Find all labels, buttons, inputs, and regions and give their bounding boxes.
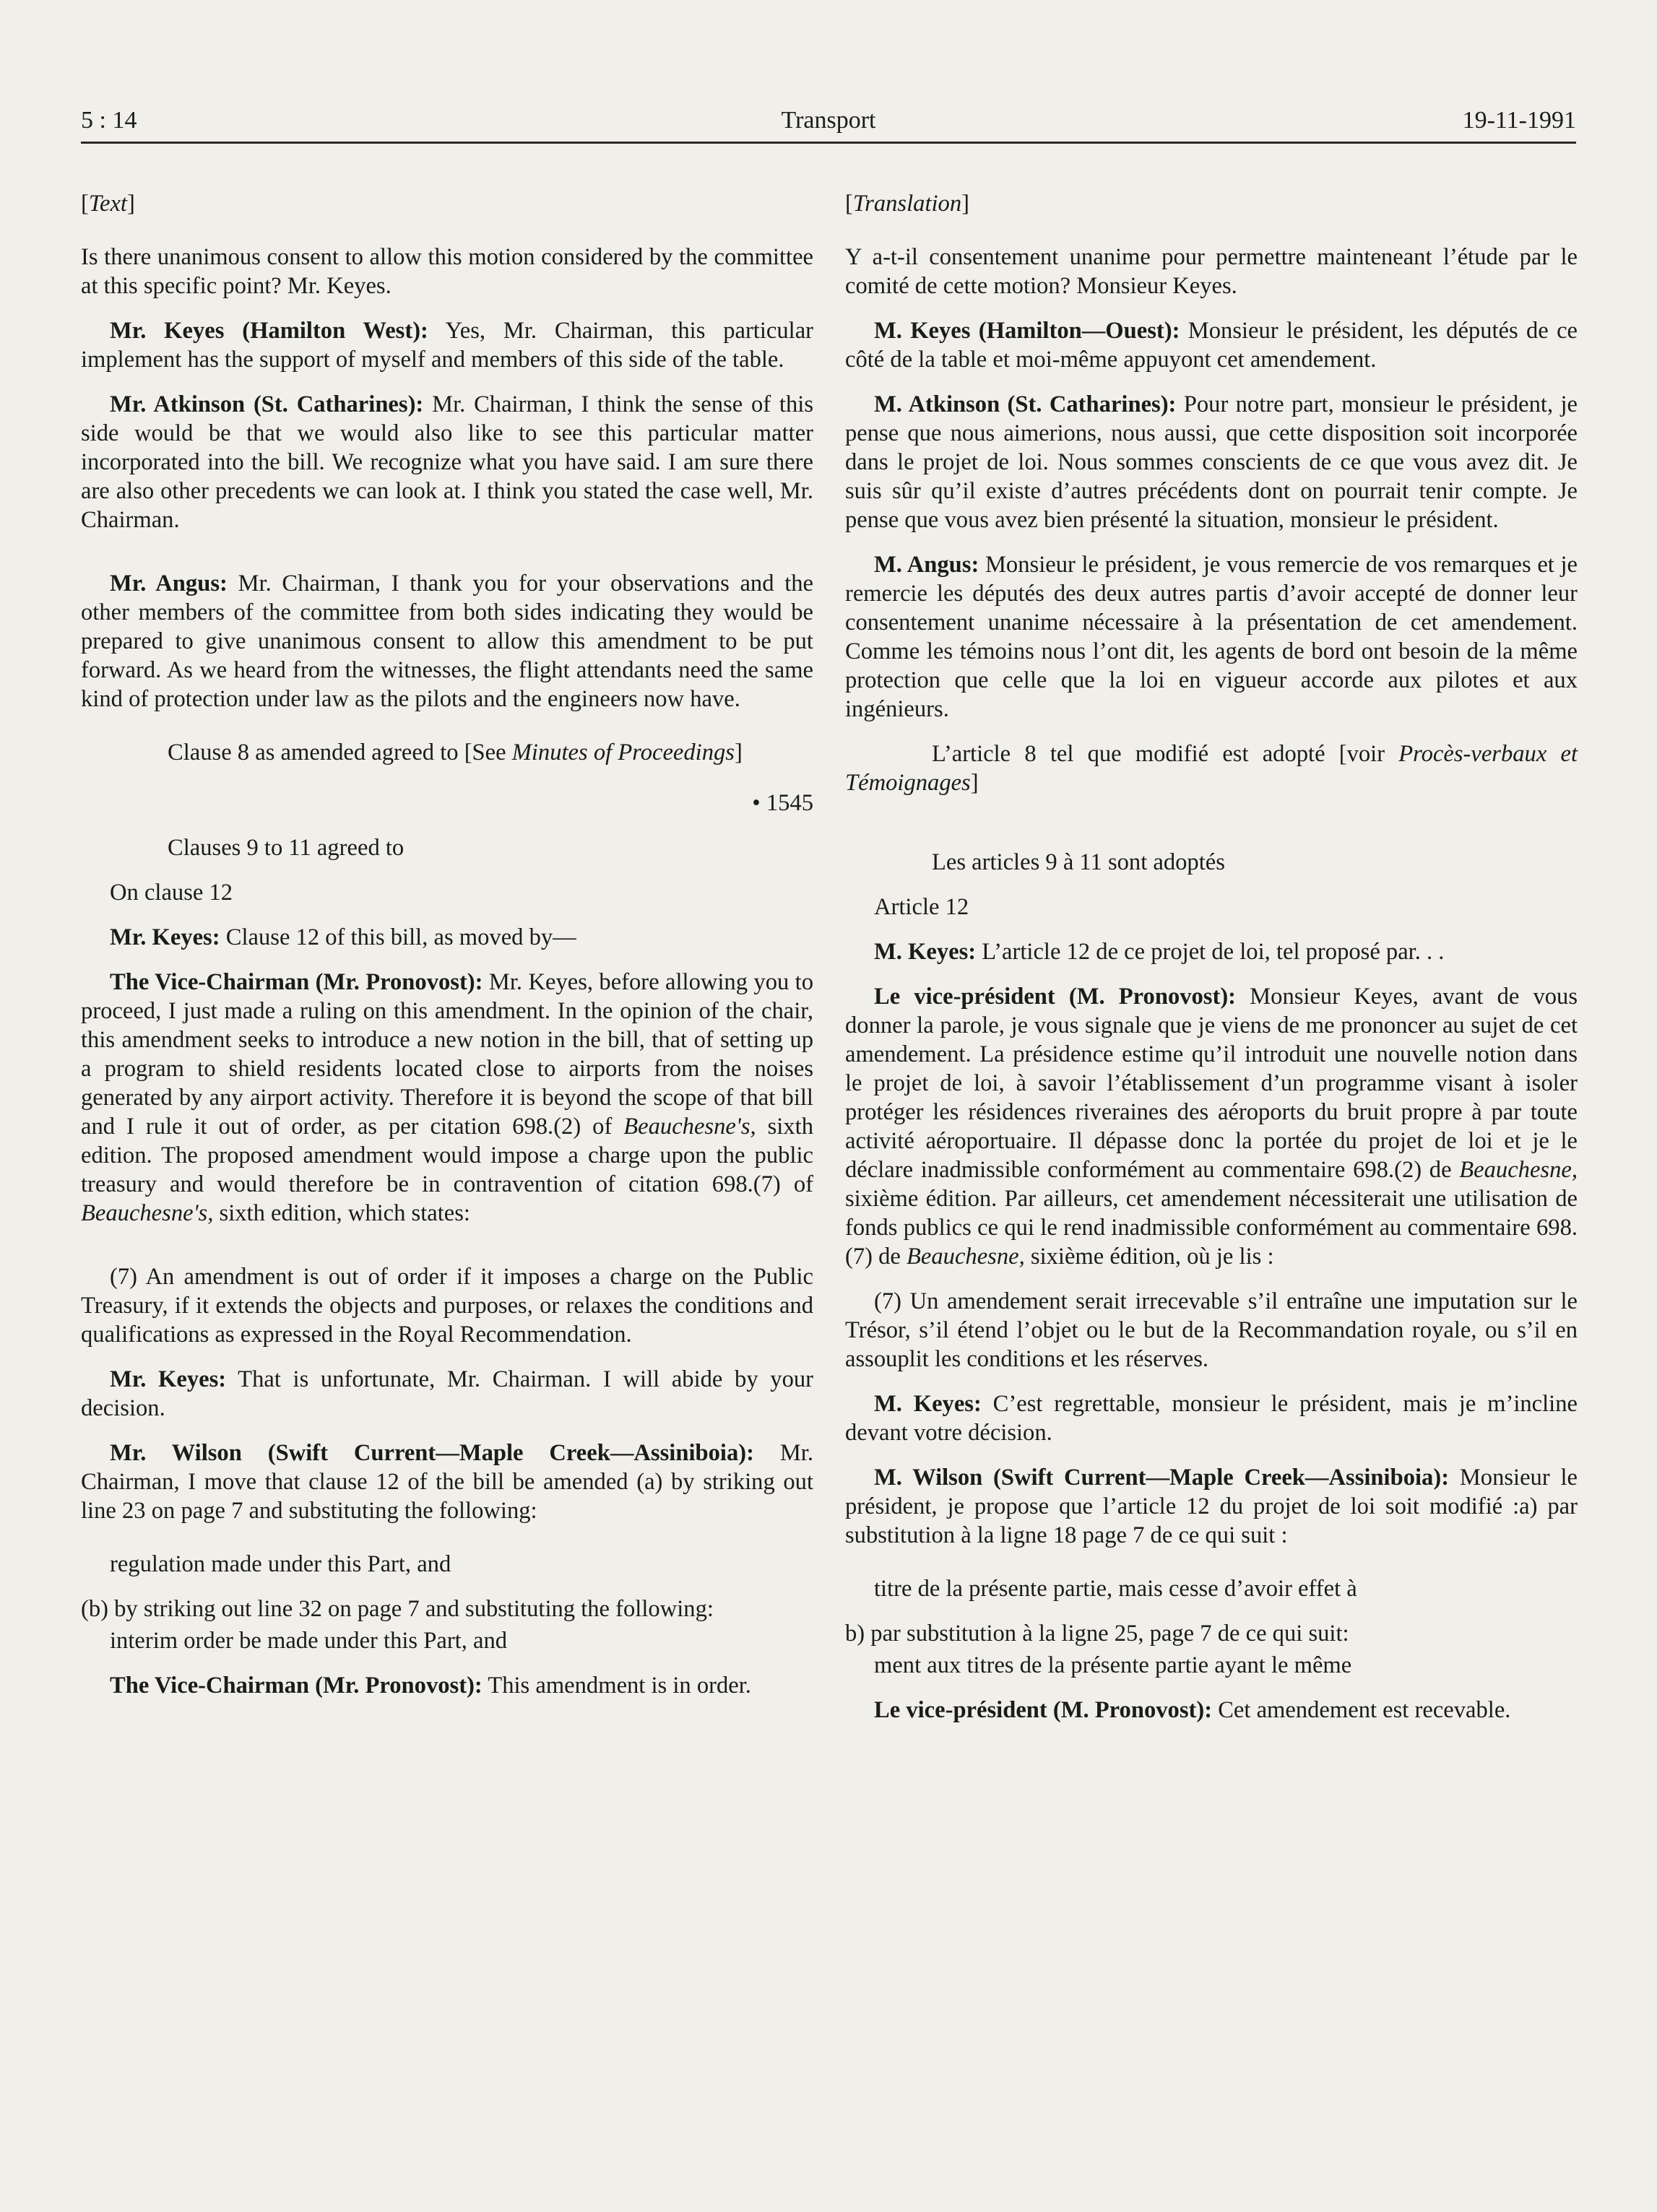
header-rule [81, 142, 1576, 144]
substitution-text: b) par substitution à la ligne 25, page 7 de ce qui suit: [845, 1621, 1349, 1647]
paragraph: Mr. Angus: Mr. Chairman, I thank you for your observations and the other members of the committee from both sides indicating they would be prepared to give unanimous consent to allow this amendment to be put forward. As we heard from the witnesses, the flight attendants need the same kind of protection under law as the pilots and the engineers now have. [81, 571, 813, 712]
paragraph: The Vice-Chairman (Mr. Pronovost): Mr. Keyes, before allowing you to proceed, I just made a ruling on this amendment. In the opinion of the chair, this amendment seeks to introduce a new notion in the bill, that of setting up a program to shield residents located close to airports from the noises generated by any airport activity. Therefore it is beyond the scope of that bill and I rule it out of order, as per citation 698.(2) of Beauchesne's, sixth edition. The proposed amendment would impose a charge upon the public treasury and would therefore be in contravention of citation 698.(7) of Beauchesne's, sixth edition, which states: [81, 969, 814, 1226]
speaker-name: Mr. Wilson (Swift Current—Maple Creek—Assiniboia): [110, 1440, 754, 1466]
paragraph: M. Keyes (Hamilton—Ouest): Monsieur le président, les députés de ce côté de la table et moi-même appuyont cet amendement. [845, 318, 1578, 373]
clause-agreement: Les articles 9 à 11 sont adoptés [932, 849, 1225, 875]
paragraph: M. Atkinson (St. Catharines): Pour notre part, monsieur le président, je pense que nous aimerions, nous aussi, que cette disposition soit incorporée dans le projet de loi. Nous sommes conscients de ce que vous avez dit. Je suis sûr qu’il existe d’autres précédents dont on pourrait tenir compte. Je pense que vous avez bien présenté la situation, monsieur le président. [845, 391, 1578, 533]
block-quote: (7) Un amendement serait irrecevable s’il entraîne une imputation sur le Trésor, s’il étend l’objet ou le but de la Recommandation royale, ou s’il en assouplit les conditions et les réserves. [845, 1288, 1578, 1372]
speaker-name: Mr. Atkinson (St. Catharines): [110, 391, 424, 417]
substitution-text: (b) by striking out line 32 on page 7 and substituting the following: [81, 1596, 714, 1622]
speaker-name: Le vice-président (M. Pronovost): [874, 1697, 1213, 1723]
paragraph: M. Keyes: L’article 12 de ce projet de loi, tel proposé par. . . [874, 939, 1445, 965]
clause-agreement: Clause 8 as amended agreed to [See Minutes of Proceedings] [168, 739, 743, 765]
paragraph: Is there unanimous consent to allow this motion considered by the committee at this specific point? Mr. Keyes. [81, 244, 813, 299]
speaker-name: Mr. Keyes: [110, 924, 220, 950]
substitution-text: interim order be made under this Part, and [110, 1628, 508, 1654]
paragraph: Mr. Atkinson (St. Catharines): Mr. Chairman, I think the sense of this side would be that we would also like to see this particular matter incorporated into the bill. We recognize what you have said. I am sure there are also other precedents we can look at. I think you stated the case well, Mr. Chairman. [81, 391, 814, 533]
speaker-name: The Vice-Chairman (Mr. Pronovost): [110, 969, 483, 995]
paragraph: Mr. Keyes: Clause 12 of this bill, as moved by— [110, 924, 576, 950]
english-column [81, 189, 813, 1716]
paragraph: Le vice-président (M. Pronovost): Monsieur Keyes, avant de vous donner la parole, je vous signale que je viens de me prononcer au sujet de cet amendement. La présidence estime qu’il introduit une nouvelle notion dans le projet de loi, à savoir l’établissement d’un programme visant à isoler protéger les résidences riveraines des aéroports du bruit propre à par toute activité aéroportuaire. Il dépasse donc la portée du projet de loi et je le déclare inadmissible conformément au commentaire 698.(2) de Beauchesne, sixième édition. Par ailleurs, cet amendement nécessiterait une utilisation de fonds publics ce qui le rend inadmissible conformément au commentaire 698.(7) de Beauchesne, sixième édition, où je lis : [845, 984, 1578, 1270]
substitution-text: regulation made under this Part, and [110, 1551, 451, 1577]
clause-agreement: L’article 8 tel que modifié est adopté [voir Procès-verbaux et Témoignages] [845, 741, 1578, 796]
paragraph: M. Angus: Monsieur le président, je vous remercie de vos remarques et je remercie les députés des deux autres partis d’avoir accepté de donner leur consentement unanime nécessaire à la présentation de cet amendement. Comme les témoins nous l’ont dit, les agents de bord ont besoin de la même protection que celle que la loi en vigueur accorde aux pilotes et aux ingénieurs. [845, 552, 1578, 722]
page-date: 19-11-1991 [1462, 107, 1576, 134]
substitution-text: ment aux titres de la présente partie ayant le même [874, 1652, 1352, 1678]
page-number: 5 : 14 [81, 107, 137, 134]
paragraph: Mr. Wilson (Swift Current—Maple Creek—Assiniboia): Mr. Chairman, I move that clause 12 of the bill be amended (a) by striking out line 23 on page 7 and substituting the following: [81, 1440, 814, 1524]
french-column [845, 189, 1578, 1740]
section-heading: Article 12 [874, 894, 969, 920]
paragraph: Mr. Keyes (Hamilton West): Yes, Mr. Chairman, this particular implement has the support of myself and members of this side of the table. [81, 318, 813, 373]
speaker-name: Mr. Keyes: [110, 1366, 227, 1392]
running-title: Transport [781, 107, 876, 134]
paragraph: Le vice-président (M. Pronovost): Cet amendement est recevable. [874, 1697, 1511, 1723]
speaker-name: Mr. Angus: [110, 571, 228, 597]
clause-agreement: Clauses 9 to 11 agreed to [168, 835, 404, 861]
time-stamp: • 1545 [752, 790, 813, 816]
speaker-name: M. Atkinson (St. Catharines): [874, 391, 1177, 417]
paragraph: M. Wilson (Swift Current—Maple Creek—Assiniboia): Monsieur le président, je propose que l’article 12 du projet de loi soit modifié :a) par substitution à la ligne 18 page 7 de ce qui suit : [845, 1465, 1578, 1548]
section-heading: On clause 12 [110, 880, 233, 906]
paragraph: M. Keyes: C’est regrettable, monsieur le président, mais je m’incline devant votre décision. [845, 1391, 1578, 1446]
speaker-name: M. Wilson (Swift Current—Maple Creek—Assiniboia): [874, 1465, 1450, 1491]
speaker-name: Le vice-président (M. Pronovost): [874, 984, 1237, 1010]
speaker-name: M. Keyes: [874, 939, 977, 965]
substitution-text: titre de la présente partie, mais cesse d’avoir effet à [874, 1576, 1357, 1602]
speaker-name: M. Angus: [874, 552, 979, 578]
column-tag: [Translation] [845, 191, 969, 217]
column-tag: [Text] [81, 191, 135, 217]
speaker-name: M. Keyes: [874, 1391, 982, 1417]
speaker-name: The Vice-Chairman (Mr. Pronovost): [110, 1673, 483, 1699]
paragraph: Mr. Keyes: That is unfortunate, Mr. Chairman. I will abide by your decision. [81, 1366, 813, 1421]
paragraph: The Vice-Chairman (Mr. Pronovost): This amendment is in order. [110, 1673, 751, 1699]
block-quote: (7) An amendment is out of order if it imposes a charge on the Public Treasury, if it extends the objects and purposes, or relaxes the conditions and qualifications as expressed in the Royal Recommendation. [81, 1264, 813, 1348]
paragraph: Y a-t-il consentement unanime pour permettre mainteneant l’étude par le comité de cette motion? Monsieur Keyes. [845, 244, 1578, 299]
speaker-name: M. Keyes (Hamilton—Ouest): [874, 318, 1180, 344]
speaker-name: Mr. Keyes (Hamilton West): [110, 318, 428, 344]
